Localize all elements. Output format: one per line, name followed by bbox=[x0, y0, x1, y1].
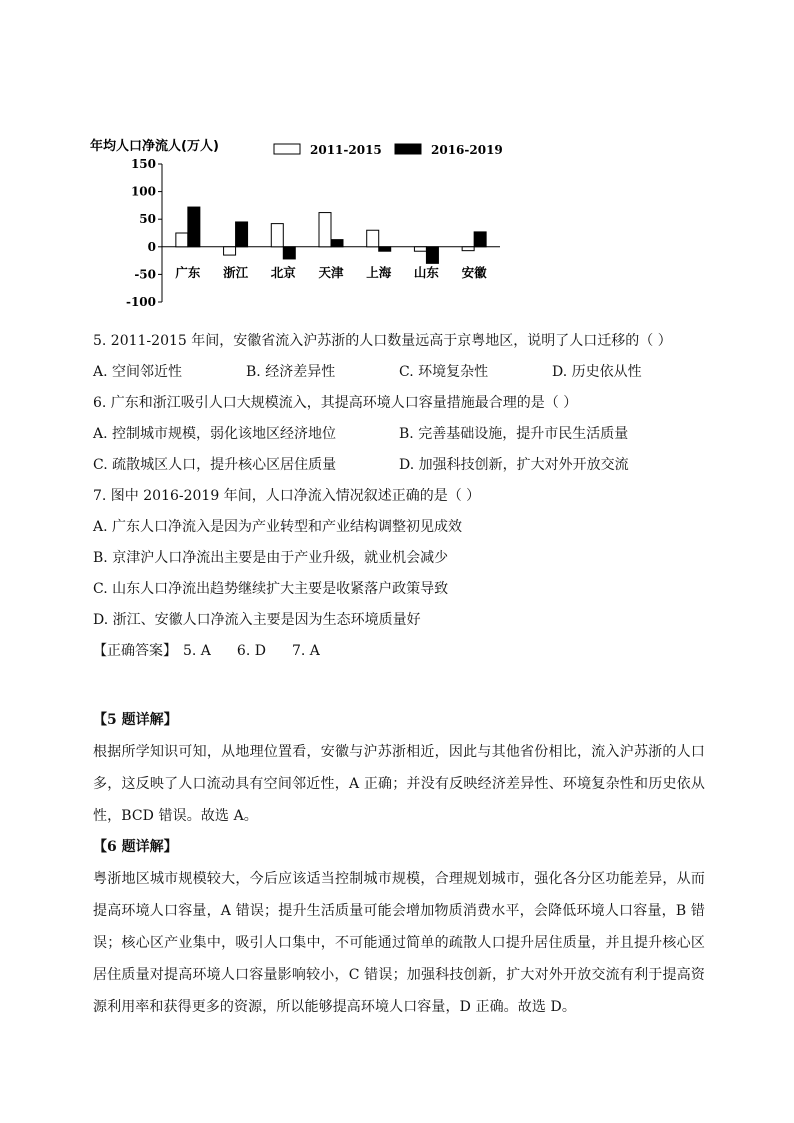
x-category-label: 天津 bbox=[318, 264, 344, 280]
question-5-stem: 5. 2011-2015 年间，安徽省流入沪苏浙的人口数量远高于京粤地区，说明了人口迁移的（ ） bbox=[93, 333, 672, 349]
bar-2016-2019 bbox=[474, 232, 486, 247]
bar-2011-2015 bbox=[414, 247, 426, 251]
y-tick-label: 100 bbox=[130, 184, 156, 199]
y-tick-label: 150 bbox=[130, 157, 156, 171]
explanation-6-text: 粤浙地区城市规模较大，今后应该适当控制城市规模，合理规划城市，强化各分区功能差异，从而提高环境人口容量，A 错误；提升生活质量可能会增加物质消费水平，会降低环境人口容量，B 错误；核心区产业集中，吸引人口集中，不可能通过简单的疏散人口提升居住质量，并且提升核心区居住质量对提高环境人口容量影响较小，C 错误；加强科技创新，扩大对外开放交流有利于提高资源利用率和获得更多的资源，所以能够提高环境人口容量，D 正确。故选 D。 bbox=[93, 871, 705, 1015]
population-chart bbox=[88, 134, 508, 312]
x-category-label: 山东 bbox=[413, 264, 439, 280]
option-b: B. 完善基础设施，提升市民生活质量 bbox=[399, 426, 629, 442]
question-6-stem: 6. 广东和浙江吸引人口大规模流入，其提高环境人口容量措施最合理的是（ ） bbox=[93, 395, 578, 411]
bar-2016-2019 bbox=[379, 247, 391, 251]
option-a: A. 广东人口净流入是因为产业转型和产业结构调整初见成效 bbox=[93, 519, 463, 535]
legend-label: 2016-2019 bbox=[431, 143, 503, 157]
x-category-label: 广东 bbox=[175, 264, 201, 280]
legend-swatch bbox=[395, 144, 421, 154]
option-c: C. 环境复杂性 bbox=[399, 364, 489, 380]
explanation-6-title: 【6 题详解】 bbox=[93, 839, 178, 855]
y-tick-label: -50 bbox=[134, 267, 156, 282]
bar-2016-2019 bbox=[188, 207, 200, 247]
x-category-label: 浙江 bbox=[223, 264, 249, 280]
explanation-5-title: 【5 题详解】 bbox=[93, 712, 178, 728]
answer-item: 6. D bbox=[236, 643, 266, 659]
answer-label: 【正确答案】 bbox=[93, 643, 177, 659]
bar-2011-2015 bbox=[462, 247, 474, 251]
question-content bbox=[93, 326, 705, 1023]
y-tick-label: 0 bbox=[147, 239, 156, 254]
x-category-label: 安徽 bbox=[461, 264, 487, 280]
question-6-options-row2 bbox=[93, 450, 705, 481]
question-5-options bbox=[93, 357, 705, 388]
option-b: B. 京津沪人口净流出主要是由于产业升级，就业机会减少 bbox=[93, 550, 449, 566]
chart-svg bbox=[88, 134, 508, 312]
bar-2011-2015 bbox=[224, 247, 236, 255]
bar-2011-2015 bbox=[271, 224, 283, 247]
bar-2016-2019 bbox=[426, 247, 438, 264]
chart-legend bbox=[274, 143, 503, 157]
x-category-label: 北京 bbox=[270, 264, 296, 280]
bar-2016-2019 bbox=[236, 222, 248, 247]
option-a: A. 空间邻近性 bbox=[93, 364, 183, 380]
explanation-5-text: 根据所学知识可知，从地理位置看，安徽与沪苏浙相近，因此与其他省份相比，流入沪苏浙的人口多，这反映了人口流动具有空间邻近性，A 正确；并没有反映经济差异性、环境复杂性和历史依从性，BCD 错误。故选 A。 bbox=[93, 744, 705, 824]
option-d: D. 历史依从性 bbox=[552, 364, 642, 380]
chart-title: 年均人口净流人(万人) bbox=[90, 139, 219, 154]
chart-bars bbox=[175, 207, 487, 280]
option-d: D. 加强科技创新，扩大对外开放交流 bbox=[399, 457, 629, 473]
option-a: A. 控制城市规模，弱化该地区经济地位 bbox=[93, 426, 337, 442]
answer-item: 5. A bbox=[183, 643, 211, 659]
option-d: D. 浙江、安徽人口净流入主要是因为生态环境质量好 bbox=[93, 612, 421, 628]
bar-2011-2015 bbox=[176, 233, 188, 247]
answer-item: 7. A bbox=[291, 643, 320, 659]
option-b: B. 经济差异性 bbox=[246, 364, 336, 380]
bar-2011-2015 bbox=[319, 213, 331, 247]
question-6-options-row1 bbox=[93, 419, 705, 450]
legend-swatch bbox=[274, 144, 300, 154]
y-tick-label: -100 bbox=[125, 295, 156, 309]
y-tick-label: 50 bbox=[139, 212, 156, 227]
bar-2016-2019 bbox=[331, 240, 343, 247]
x-category-label: 上海 bbox=[366, 264, 392, 280]
answer-line bbox=[93, 636, 705, 667]
bar-2016-2019 bbox=[283, 247, 295, 259]
legend-label: 2011-2015 bbox=[310, 143, 382, 157]
option-c: C. 疏散城区人口，提升核心区居住质量 bbox=[93, 457, 337, 473]
option-c: C. 山东人口净流出趋势继续扩大主要是收紧落户政策导致 bbox=[93, 581, 449, 597]
bar-2011-2015 bbox=[367, 230, 379, 247]
question-7-stem: 7. 图中 2016-2019 年间，人口净流入情况叙述正确的是（ ） bbox=[93, 488, 481, 504]
